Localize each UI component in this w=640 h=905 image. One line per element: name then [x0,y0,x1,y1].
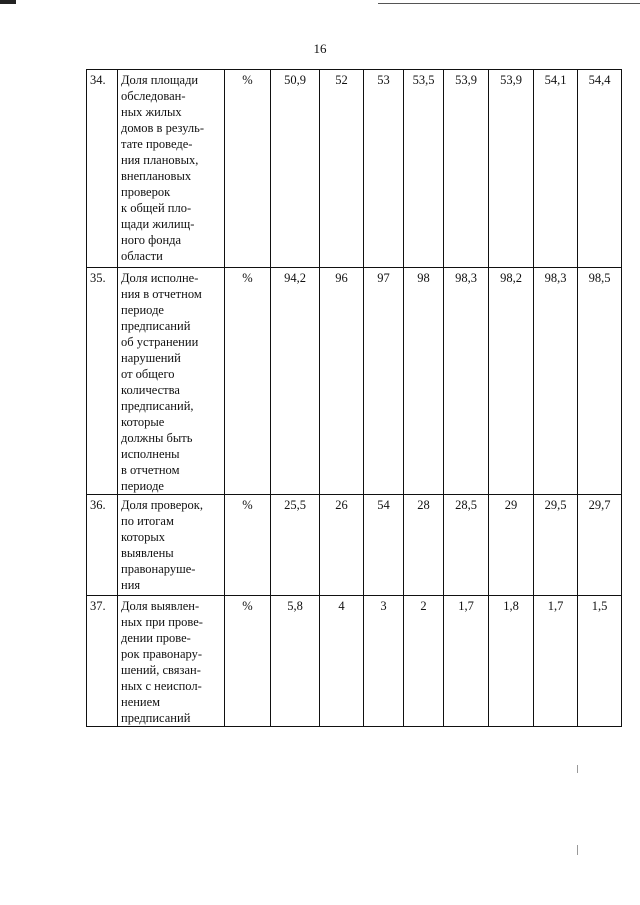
indicator-line: обследован- [121,89,186,103]
indicator-name [118,596,225,727]
indicator-line: области [121,249,163,263]
value-cell: 4 [320,596,364,727]
scan-mark [0,0,16,4]
indicator-line: дении прове- [121,631,191,645]
value-cell: 1,7 [444,596,489,727]
value-cell: 53,9 [489,70,534,268]
indicator-line: ного фонда [121,233,182,247]
indicator-line: выявлены [121,546,174,560]
indicator-line: ния [121,578,141,592]
indicator-line: предписаний [121,319,191,333]
indicator-line: в отчетном [121,463,180,477]
indicator-line: предписаний, [121,399,194,413]
indicator-line: должны быть [121,431,193,445]
value-cell: 50,9 [271,70,320,268]
indicator-line: щади жилищ- [121,217,195,231]
value-cell: 54,1 [534,70,578,268]
indicator-line: которые [121,415,165,429]
indicator-line: исполнены [121,447,180,461]
value-cell: 29,5 [534,495,578,596]
value-cell: 96 [320,268,364,495]
value-cell: 5,8 [271,596,320,727]
indicator-line: шений, связан- [121,663,201,677]
unit: % [225,596,271,727]
value-cell: 52 [320,70,364,268]
indicator-line: рок правонару- [121,647,202,661]
indicator-line: внеплановых [121,169,192,183]
indicator-line: об устранении [121,335,199,349]
value-cell: 98,5 [578,268,622,495]
scan-line [378,3,640,4]
value-cell: 28 [404,495,444,596]
indicator-line: ния плановых, [121,153,199,167]
row-number: 35. [87,268,118,495]
value-cell: 53,9 [444,70,489,268]
indicator-line: ных жилых [121,105,182,119]
value-cell: 53,5 [404,70,444,268]
indicator-name [118,268,225,495]
value-cell: 3 [364,596,404,727]
unit: % [225,268,271,495]
table-row [87,495,622,596]
indicator-line: по итогам [121,514,174,528]
indicator-line: домов в резуль- [121,121,205,135]
indicator-name [118,495,225,596]
indicator-line: Доля выявлен- [121,599,200,613]
row-number: 37. [87,596,118,727]
value-cell: 29,7 [578,495,622,596]
value-cell: 54,4 [578,70,622,268]
indicator-line: которых [121,530,165,544]
scan-speck [577,765,578,773]
unit: % [225,495,271,596]
value-cell: 1,8 [489,596,534,727]
value-cell: 98,3 [534,268,578,495]
indicator-line: к общей пло- [121,201,192,215]
value-cell: 98 [404,268,444,495]
table-row [87,70,622,268]
indicator-line: периоде [121,303,164,317]
value-cell: 2 [404,596,444,727]
indicator-line: предписаний [121,711,191,725]
table-body [87,70,622,727]
value-cell: 26 [320,495,364,596]
value-cell: 98,2 [489,268,534,495]
value-cell: 25,5 [271,495,320,596]
indicator-line: от общего [121,367,175,381]
indicator-line: периоде [121,479,164,493]
indicator-line: Доля исполне- [121,271,199,285]
indicator-line: Доля проверок, [121,498,203,512]
page-number: 16 [313,41,327,56]
indicator-line: ния в отчетном [121,287,202,301]
value-cell: 94,2 [271,268,320,495]
indicator-line: Доля площади [121,73,199,87]
value-cell: 1,7 [534,596,578,727]
table-row [87,596,622,727]
value-cell: 29 [489,495,534,596]
row-number: 34. [87,70,118,268]
value-cell: 53 [364,70,404,268]
value-cell: 1,5 [578,596,622,727]
indicator-line: нарушений [121,351,181,365]
table-row [87,268,622,495]
indicator-line: ных с неиспол- [121,679,202,693]
value-cell: 54 [364,495,404,596]
scan-speck [577,845,578,855]
indicators-table [86,69,622,727]
value-cell: 28,5 [444,495,489,596]
indicator-line: правонаруше- [121,562,196,576]
indicator-name [118,70,225,268]
indicator-line: проверок [121,185,171,199]
value-cell: 98,3 [444,268,489,495]
value-cell: 97 [364,268,404,495]
row-number: 36. [87,495,118,596]
indicator-line: количества [121,383,180,397]
indicator-line: ных при прове- [121,615,203,629]
unit: % [225,70,271,268]
indicator-line: тате проведе- [121,137,193,151]
indicator-line: нением [121,695,161,709]
